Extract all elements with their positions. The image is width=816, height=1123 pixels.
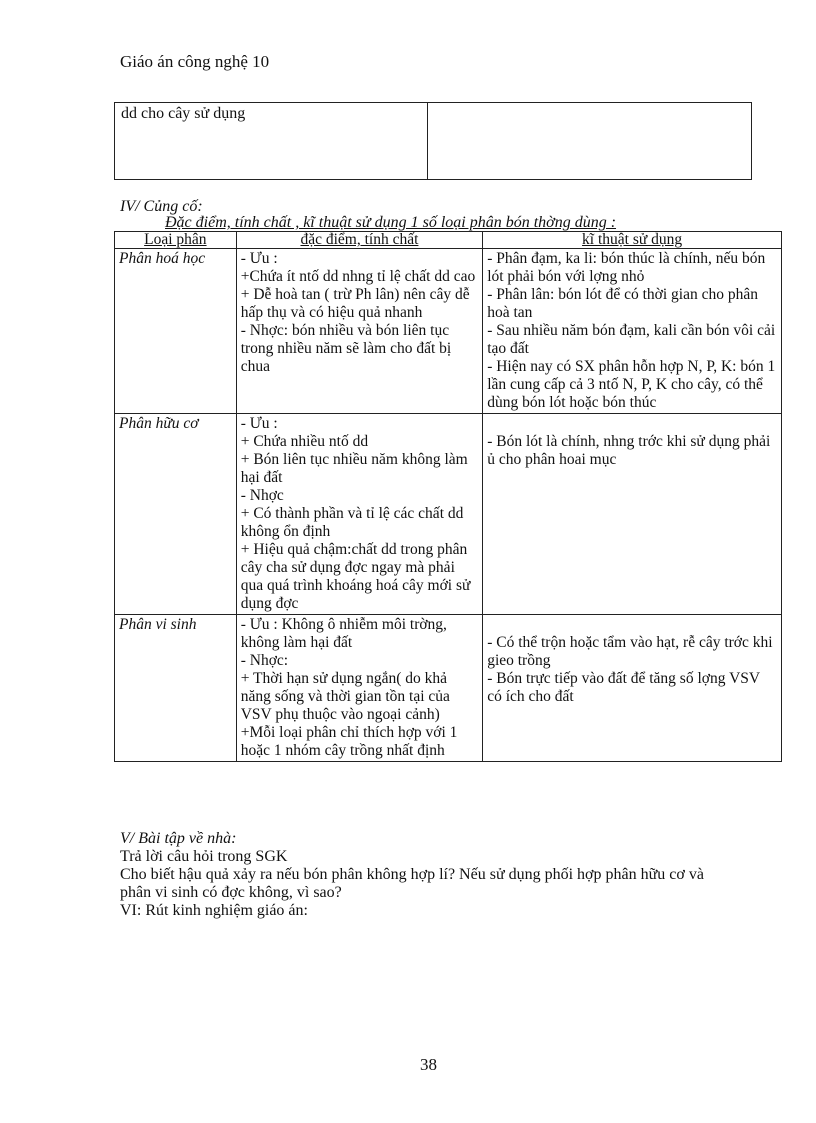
feature-line: + Thời hạn sử dụng ngắn( do khả năng sống và thời gian tồn tại của VSV phụ thuộc vào ngoại cảnh) <box>240 670 450 723</box>
technique-line: - Phân lân: bón lót để có thời gian cho phân hoà tan <box>487 286 758 321</box>
feature-line: +Mỗi loại phân chỉ thích hợp với 1 hoặc 1 nhóm cây trồng nhất định <box>240 724 458 759</box>
page-number: 38 <box>420 1055 437 1074</box>
feature-line: - Ưu : <box>240 250 278 267</box>
feature-line: + Dễ hoà tan ( trừ Ph lân) nên cây dễ hấp thụ và có hiệu quả nhanh <box>240 286 470 321</box>
feature-line: - Nhợc: <box>240 652 289 669</box>
table-row-microbial <box>115 615 782 762</box>
continuation-table <box>114 102 752 180</box>
feature-line: - Ưu : Không ô nhiễm môi trờng, không làm hại đất <box>240 616 447 651</box>
feature-line: - Nhợc: bón nhiều và bón liên tục trong nhiều năm sẽ làm cho đất bị chua <box>240 322 452 375</box>
homework-line: Cho biết hậu quả xảy ra nếu bón phân không hợp lí? Nếu sử dụng phối hợp phân hữu cơ và phân vi sinh có đợc không, vì sao? <box>120 866 704 901</box>
homework-line: VI: Rút kinh nghiệm giáo án: <box>120 902 308 919</box>
technique-line: - Sau nhiều năm bón đạm, kali cần bón vôi cải tạo đất <box>487 322 776 357</box>
header-features: đặc điểm, tính chất <box>236 232 482 249</box>
feature-line: + Bón liên tục nhiều năm không làm hại đất <box>240 451 468 486</box>
row-type-microbial: Phân vi sinh <box>115 615 237 762</box>
feature-line: + Chứa nhiều ntố dd <box>240 433 369 450</box>
feature-line: - Nhợc <box>240 487 284 504</box>
table-header-row <box>115 232 782 249</box>
row-type-chemical: Phân hoá học <box>115 249 237 414</box>
row-type-organic: Phân hữu cơ <box>115 414 237 615</box>
feature-line: +Chứa ít ntố dd nhng tỉ lệ chất dd cao <box>240 268 476 285</box>
feature-line: - Ưu : <box>240 415 278 432</box>
technique-line: - Bón lót là chính, nhng trớc khi sử dụng phải ủ cho phân hoai mục <box>487 433 771 468</box>
feature-line: + Hiệu quả chậm:chất dd trong phân cây cha sử dụng đợc ngay mà phải qua quá trình khoáng hoá cây mới sử dụng đợc <box>240 541 471 612</box>
row-technique-microbial <box>483 615 782 762</box>
section-iv-title: IV/ Củng cố: <box>120 198 203 215</box>
fertilizer-table <box>114 231 782 762</box>
row-features-chemical <box>236 249 482 414</box>
continuation-left-cell: dd cho cây sử dụng <box>115 103 428 180</box>
homework-title: V/ Bài tập về nhà: <box>120 830 237 847</box>
technique-line: - Hiện nay có SX phân hỗn hợp N, P, K: bón 1 lần cung cấp cả 3 ntố N, P, K cho cây, có thể dùng bón lót hoặc bón thúc <box>487 358 776 411</box>
header-technique: kĩ thuật sử dụng <box>483 232 782 249</box>
technique-line: - Phân đạm, ka li: bón thúc là chính, nếu bón lót phải bón với lợng nhỏ <box>487 250 766 285</box>
feature-line: + Có thành phần và tỉ lệ các chất dd không ổn định <box>240 505 464 540</box>
row-technique-organic <box>483 414 782 615</box>
technique-line: - Có thể trộn hoặc tẩm vào hạt, rễ cây trớc khi gieo trồng <box>487 634 773 669</box>
fertilizer-table-caption: Đặc điểm, tính chất , kĩ thuật sử dụng 1 số loại phân bón thờng dùng : <box>165 214 617 231</box>
table-row-chemical <box>115 249 782 414</box>
header-fertilizer-type: Loại phân <box>115 232 237 249</box>
row-features-microbial <box>236 615 482 762</box>
homework-section <box>120 830 730 920</box>
homework-line: Trả lời câu hỏi trong SGK <box>120 848 288 865</box>
technique-line: - Bón trực tiếp vào đất để tăng số lợng VSV có ích cho đất <box>487 670 760 705</box>
row-technique-chemical <box>483 249 782 414</box>
table-row-organic <box>115 414 782 615</box>
page-header: Giáo án công nghệ 10 <box>120 52 270 71</box>
row-features-organic <box>236 414 482 615</box>
continuation-right-cell <box>428 103 752 180</box>
